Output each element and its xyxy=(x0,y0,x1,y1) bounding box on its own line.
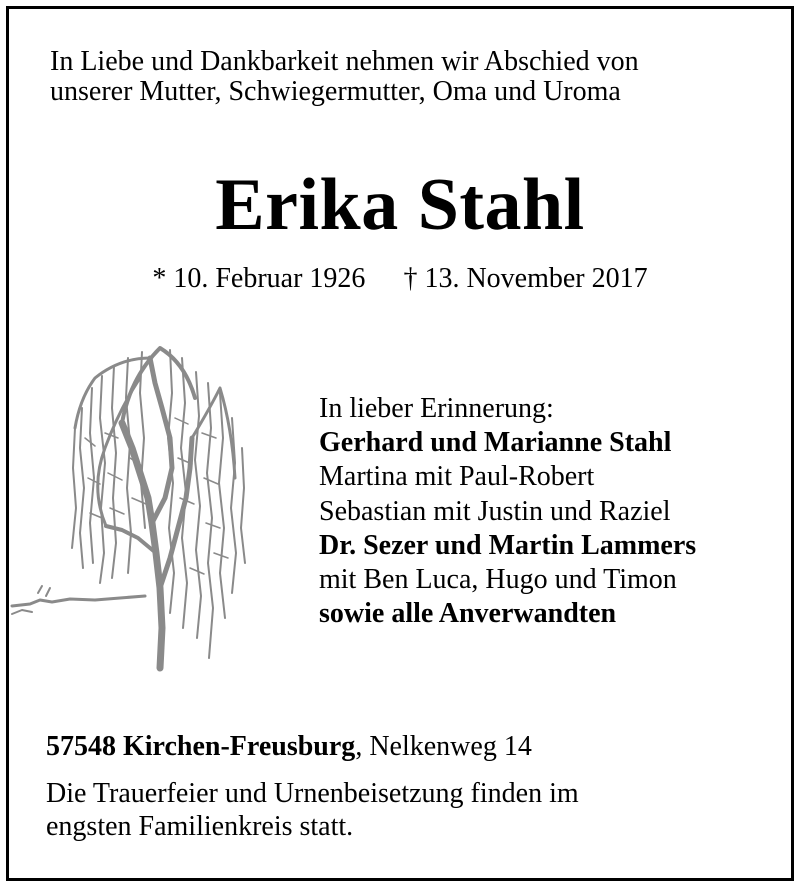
mourner-line: In lieber Erinnerung: xyxy=(319,393,554,424)
intro-line-1: In Liebe und Dankbarkeit nehmen wir Abschied von xyxy=(50,46,639,77)
mourner-line: sowie alle Anverwandten xyxy=(319,598,617,630)
mourner-line: mit Ben Luca, Hugo und Timon xyxy=(319,564,677,596)
mourner-line: Martina mit Paul-Robert xyxy=(319,461,595,493)
intro-text xyxy=(50,47,639,107)
mourner-line: Dr. Sezer und Martin Lammers xyxy=(319,529,697,561)
notice-line-1: Die Trauerfeier und Urnenbeisetzung finden im xyxy=(46,778,579,809)
mourner-line: Sebastian mit Justin und Raziel xyxy=(319,495,671,527)
birth-date: * 10. Februar 1926 xyxy=(152,263,366,294)
address-city: 57548 Kirchen-Freusburg xyxy=(46,731,356,762)
address xyxy=(46,730,532,764)
life-dates xyxy=(0,262,800,296)
funeral-notice xyxy=(46,777,579,843)
address-street: , Nelkenweg 14 xyxy=(355,731,532,762)
deceased-name: Erika Stahl xyxy=(215,164,585,246)
mourner-line: Gerhard und Marianne Stahl xyxy=(319,427,672,459)
willow-tree-icon xyxy=(10,338,250,678)
death-date: † 13. November 2017 xyxy=(403,263,648,294)
mourners-list xyxy=(319,392,696,631)
intro-line-2: unserer Mutter, Schwiegermutter, Oma und Uroma xyxy=(50,76,621,107)
notice-line-2: engsten Familienkreis statt. xyxy=(46,811,354,842)
